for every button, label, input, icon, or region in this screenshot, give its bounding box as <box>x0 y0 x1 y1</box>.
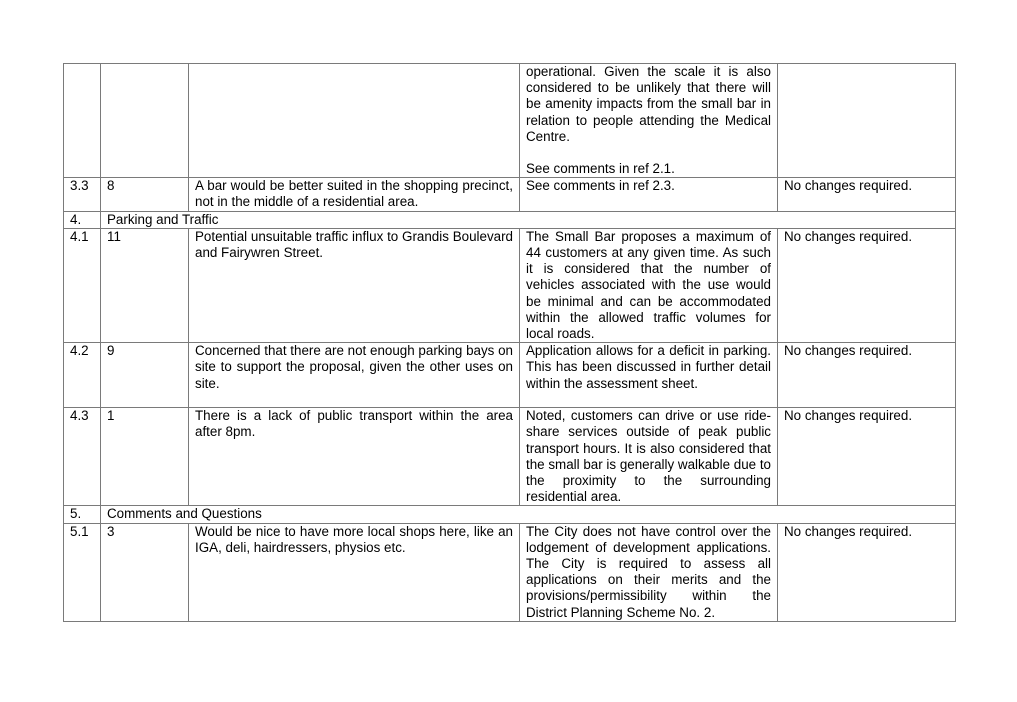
table-row <box>64 523 956 621</box>
count-cell: 1 <box>101 408 189 506</box>
count-cell: 8 <box>101 178 189 211</box>
action-cell: No changes required. <box>778 343 956 408</box>
action-cell: No changes required. <box>778 523 956 621</box>
table-row <box>64 343 956 408</box>
response-cell: See comments in ref 2.3. <box>520 178 778 211</box>
section-row <box>64 506 956 523</box>
table-row <box>64 228 956 342</box>
response-cell: The City does not have control over the lodgement of development applications. The City is required to assess all applications on their merits and the provisions/permissibility within the District Planning Scheme No. 2. <box>520 523 778 621</box>
response-cell <box>520 64 778 178</box>
ref-cell: 5.1 <box>64 523 101 621</box>
submissions-table <box>63 63 956 622</box>
comment-cell: Potential unsuitable traffic influx to Grandis Boulevard and Fairywren Street. <box>189 228 520 342</box>
ref-cell <box>64 64 101 178</box>
section-title: Parking and Traffic <box>101 211 956 228</box>
section-row <box>64 211 956 228</box>
response-text: See comments in ref 2.1. <box>526 161 675 177</box>
comment-cell: Concerned that there are not enough parking bays on site to support the proposal, given the other uses on site. <box>189 343 520 408</box>
comment-cell: Would be nice to have more local shops here, like an IGA, deli, hairdressers, physios etc. <box>189 523 520 621</box>
comment-cell: There is a lack of public transport within the area after 8pm. <box>189 408 520 506</box>
table-row <box>64 408 956 506</box>
response-cell: The Small Bar proposes a maximum of 44 customers at any given time. As such it is considered that the number of vehicles associated with the use would be minimal and can be accommodated within the allowed traffic volumes for local roads. <box>520 228 778 342</box>
section-title: Comments and Questions <box>101 506 956 523</box>
section-number: 4. <box>64 211 101 228</box>
table-row <box>64 64 956 178</box>
response-cell: Application allows for a deficit in parking. This has been discussed in further detail within the assessment sheet. <box>520 343 778 408</box>
count-cell: 11 <box>101 228 189 342</box>
count-cell <box>101 64 189 178</box>
comment-cell: A bar would be better suited in the shopping precinct, not in the middle of a residential area. <box>189 178 520 211</box>
action-cell: No changes required. <box>778 228 956 342</box>
action-cell: No changes required. <box>778 178 956 211</box>
ref-cell: 4.2 <box>64 343 101 408</box>
section-number: 5. <box>64 506 101 523</box>
response-cell: Noted, customers can drive or use ride-share services outside of peak public transport hours. It is also considered that the small bar is generally walkable due to the proximity to the surrounding residential area. <box>520 408 778 506</box>
count-cell: 3 <box>101 523 189 621</box>
comment-cell <box>189 64 520 178</box>
ref-cell: 4.3 <box>64 408 101 506</box>
count-cell: 9 <box>101 343 189 408</box>
table-row <box>64 178 956 211</box>
ref-cell: 3.3 <box>64 178 101 211</box>
ref-cell: 4.1 <box>64 228 101 342</box>
action-cell <box>778 64 956 178</box>
action-cell: No changes required. <box>778 408 956 506</box>
response-text: operational. Given the scale it is also considered to be unlikely that there will be amenity impacts from the small bar in relation to people attending the Medical Centre. <box>526 64 771 144</box>
